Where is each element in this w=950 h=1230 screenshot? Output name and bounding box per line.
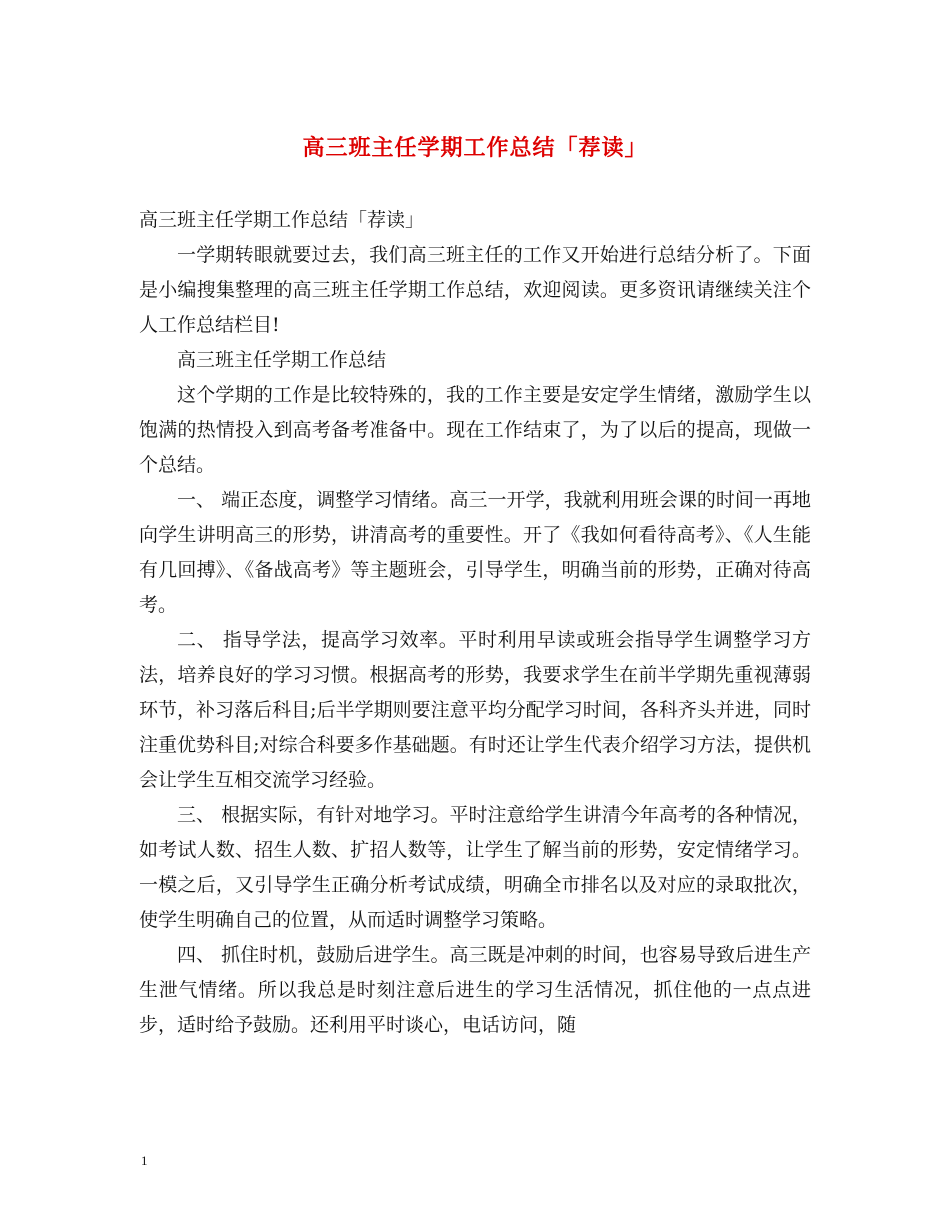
paragraph-section-1: 一、 端正态度，调整学习情绪。高三一开学，我就利用班会课的时间一再地向学生讲明高三的形势，讲清高考的重要性。开了《我如何看待高考》、《人生能有几回搏》、《备战高考》等主题班会，引导学生，明确当前的形势，正确对待高考。 (139, 489, 811, 616)
paragraph-section-3: 三、 根据实际，有针对地学习。平时注意给学生讲清今年高考的各种情况，如考试人数、招生人数、扩招人数等，让学生了解当前的形势，安定情绪学习。一模之后，又引导学生正确分析考试成绩，明确全市排名以及对应的录取批次，使学生明确自己的位置，从而适时调整学习策略。 (139, 804, 811, 931)
paragraph-heading: 高三班主任学期工作总结「荐读」 (139, 209, 425, 231)
document-title: 高三班主任学期工作总结「荐读」 (302, 135, 648, 161)
document-body (139, 203, 811, 1043)
paragraph-overview: 这个学期的工作是比较特殊的，我的工作主要是安定学生情绪，激励学生以饱满的热情投入到高考备考准备中。现在工作结束了，为了以后的提高，现做一个总结。 (139, 384, 811, 476)
paragraph-section-2: 二、 指导学法，提高学习效率。平时利用早读或班会指导学生调整学习方法，培养良好的学习习惯。根据高考的形势，我要求学生在前半学期先重视薄弱环节，补习落后科目;后半学期则要注意平均分配学习时间，各科齐头并进，同时注重优势科目;对综合科要多作基础题。有时还让学生代表介绍学习方法，提供机会让学生互相交流学习经验。 (139, 629, 811, 791)
paragraph-intro: 一学期转眼就要过去，我们高三班主任的工作又开始进行总结分析了。下面是小编搜集整理的高三班主任学期工作总结，欢迎阅读。更多资讯请继续关注个人工作总结栏目! (139, 244, 811, 336)
paragraph-subtitle: 高三班主任学期工作总结 (177, 349, 387, 371)
page-number: 1 (141, 1153, 148, 1168)
paragraph-section-4: 四、 抓住时机，鼓励后进学生。高三既是冲刺的时间，也容易导致后进生产生泄气情绪。所以我总是时刻注意后进生的学习生活情况，抓住他的一点点进步，适时给予鼓励。还利用平时谈心，电话访问，随 (139, 944, 811, 1036)
